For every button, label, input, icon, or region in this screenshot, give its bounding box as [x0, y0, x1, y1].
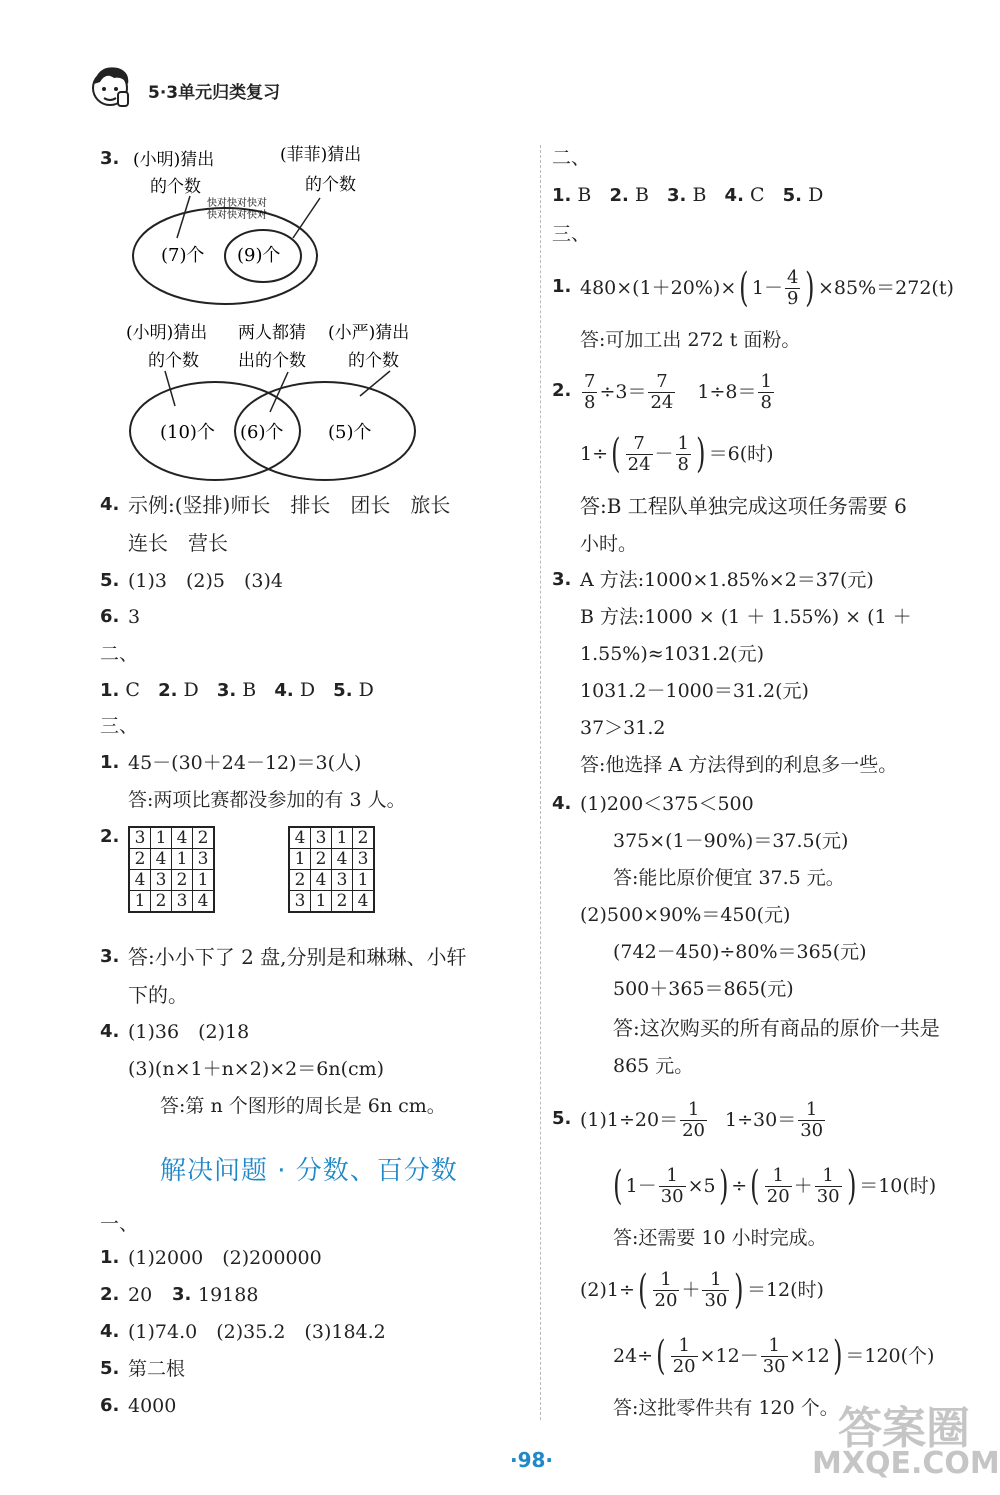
venn1-label-b2: 的个数	[305, 175, 356, 195]
venn2-label-m2: 出的个数	[238, 351, 306, 371]
r-q1-answer: 答:可加工出 272 t 面粉。	[580, 329, 801, 351]
r-q4-line4: (2)500×90%＝450(元)	[580, 904, 791, 926]
r-q5-line1: (1)1÷20＝ $\frac{1}{20}$ 1÷30＝ $\frac{1}{30}$	[580, 1098, 824, 1141]
r-q5-line3: (2)1÷ ( $\frac{1}{20}$ ＋ $\frac{1}{30}$ ) ＝12(时)	[580, 1267, 824, 1313]
q6-text: 3	[128, 606, 141, 628]
venn2-label-a1: (小明)猜出	[126, 323, 208, 343]
fraction: $\frac{4}{9}$	[786, 266, 799, 309]
venn1-inner-label: (9)个	[237, 245, 281, 266]
u1-q2-number: 2.	[100, 1284, 120, 1305]
q5-number: 5.	[100, 570, 120, 591]
r-q3-line2: B 方法:1000 × (1 ＋ 1.55%) × (1 ＋	[580, 606, 912, 628]
s3q1-answer: 答:两项比赛都没参加的有 3 人。	[128, 789, 406, 811]
r-q1-number: 1.	[552, 276, 572, 297]
venn2-right-label: (5)个	[328, 422, 372, 443]
venn2-label-b1: (小严)猜出	[328, 323, 410, 343]
watermark-url: MXQE.COM	[812, 1446, 1000, 1481]
u1-q6-text: 4000	[128, 1395, 177, 1417]
r-q3-line5: 37＞31.2	[580, 717, 666, 739]
left-section-2-answers: 1. C 2. D 3. B 4. D 5. D	[100, 679, 374, 701]
r-q2-answer-2: 小时。	[580, 533, 638, 555]
r-q5-number: 5.	[552, 1108, 572, 1129]
u1-q5-text: 第二根	[128, 1358, 186, 1380]
s3q3-line2: 下的。	[128, 983, 188, 1007]
venn1-label-b1: (菲菲)猜出	[280, 145, 362, 165]
u1-q1-number: 1.	[100, 1247, 120, 1268]
s3q2-number: 2.	[100, 826, 120, 847]
q5-text: (1)3 (2)5 (3)4	[128, 570, 284, 592]
s3q4-line1: (1)36 (2)18	[128, 1021, 250, 1043]
r-q4-line5: (742－450)÷80%＝365(元)	[613, 941, 867, 963]
venn-diagram-1	[125, 140, 425, 310]
r-q4-line1: (1)200＜375＜500	[580, 793, 754, 815]
left-section-3: 三、	[100, 715, 139, 737]
venn1-label-a1: (小明)猜出	[133, 150, 215, 170]
u1-q2-text: 20	[128, 1284, 153, 1306]
q4-line2: 连长 营长	[128, 531, 228, 555]
s3q4-line3: 答:第 n 个图形的周长是 6n cm。	[160, 1095, 446, 1117]
watermark-logo: 答案圈	[838, 1403, 970, 1454]
r-q2-line1: $\frac{7}{8}$ ÷3＝ $\frac{7}{24}$ 1÷8＝ $\frac{1}{8}$	[584, 370, 772, 413]
unit-title: 解决问题 · 分数、百分数	[160, 1156, 458, 1186]
r-q4-line8: 865 元。	[613, 1055, 694, 1077]
venn2-label-a2: 的个数	[148, 351, 199, 371]
venn1-scribble-1: 快对快对快对	[207, 198, 267, 209]
r-q3-line4: 1031.2－1000＝31.2(元)	[580, 680, 809, 702]
venn2-label-b2: 的个数	[348, 351, 399, 371]
q6-number: 6.	[100, 606, 120, 627]
r-q3-number: 3.	[552, 569, 572, 590]
venn1-label-a2: 的个数	[150, 177, 201, 197]
sudoku-grid-2: 4 3 1 2 1 2 4 3 2 4 3 1 3 1 2 4	[288, 826, 375, 913]
page-number: ·98·	[510, 1448, 554, 1472]
venn2-mid-label: (6)个	[240, 422, 284, 443]
r-q4-line3: 答:能比原价便宜 37.5 元。	[613, 867, 845, 889]
u1-q4-number: 4.	[100, 1321, 120, 1342]
u1-q4-text: (1)74.0 (2)35.2 (3)184.2	[128, 1321, 386, 1343]
r-q5-line2: ( 1－ $\frac{1}{30}$ ×5 ) ÷ ( $\frac{1}{20}$ ＋ $\frac{1}{30}$ ) ＝10(时)	[613, 1163, 937, 1209]
venn1-scribble-2: 快对快对快对	[207, 210, 267, 221]
right-section-2-answers: 1. B 2. B 3. B 4. C 5. D	[552, 184, 824, 206]
q4-number: 4.	[100, 494, 120, 515]
venn-diagram-2	[120, 316, 450, 486]
r-q4-line7: 答:这次购买的所有商品的原价一共是	[613, 1016, 940, 1040]
s3q3-number: 3.	[100, 946, 120, 967]
s3q4-number: 4.	[100, 1021, 120, 1042]
r-q4-line6: 500＋365＝865(元)	[613, 978, 794, 1000]
venn2-left-label: (10)个	[160, 422, 215, 443]
s3q1-number: 1.	[100, 752, 120, 773]
r-q2-line2: 1÷ ( $\frac{7}{24}$ － $\frac{1}{8}$ ) ＝6(时)	[580, 431, 774, 477]
r-q2-answer-1: 答:B 工程队单独完成这项任务需要 6	[580, 494, 907, 518]
right-section-3: 三、	[552, 223, 591, 245]
u1-q1-text: (1)2000 (2)200000	[128, 1247, 322, 1269]
s3q1-equation: 45－(30＋24－12)＝3(人)	[128, 752, 362, 774]
q3-number: 3.	[100, 148, 120, 169]
r-q4-line2: 375×(1－90%)＝37.5(元)	[613, 830, 849, 852]
mascot-icon	[88, 62, 138, 110]
sudoku-grid-1: 3 1 4 2 2 4 1 3 4 3 2 1 1 2 3 4	[128, 826, 215, 913]
header-title: 5·3单元归类复习	[148, 83, 281, 103]
r-q3-line3: 1.55%)≈1031.2(元)	[580, 643, 764, 665]
left-section-2: 二、	[100, 643, 139, 665]
u1-q3-number: 3.	[172, 1284, 192, 1305]
r-q5-line4: 24÷ ( $\frac{1}{20}$ ×12－ $\frac{1}{30}$ ×12 ) ＝120(个)	[613, 1333, 935, 1379]
venn1-outer-label: (7)个	[161, 245, 205, 266]
r-q5-answer-1: 答:还需要 10 小时完成。	[613, 1227, 827, 1249]
r-q1-equation: 480×(1＋20%)× ( 1－ $\frac{4}{9}$ ) ×85%＝272(t)	[580, 265, 954, 311]
u1-q5-number: 5.	[100, 1358, 120, 1379]
r-q3-line1: A 方法:1000×1.85%×2＝37(元)	[580, 569, 874, 591]
u1-q6-number: 6.	[100, 1395, 120, 1416]
s3q4-line2: (3)(n×1＋n×2)×2＝6n(cm)	[128, 1058, 385, 1080]
q4-line1: 示例:(竖排)师长 排长 团长 旅长	[128, 493, 451, 517]
column-divider	[540, 145, 541, 1420]
r-q2-number: 2.	[552, 380, 572, 401]
r-q3-line6: 答:他选择 A 方法得到的利息多一些。	[580, 754, 898, 776]
right-section-2: 二、	[552, 147, 591, 169]
venn2-label-m1: 两人都猜	[238, 323, 306, 343]
u1-q3-text: 19188	[198, 1284, 259, 1306]
r-q4-number: 4.	[552, 793, 572, 814]
r-q5-answer-2: 答:这批零件共有 120 个。	[613, 1397, 839, 1419]
left-section-1: 一、	[100, 1213, 139, 1235]
s3q3-line1: 答:小小下了 2 盘,分别是和琳琳、小轩	[128, 945, 467, 969]
